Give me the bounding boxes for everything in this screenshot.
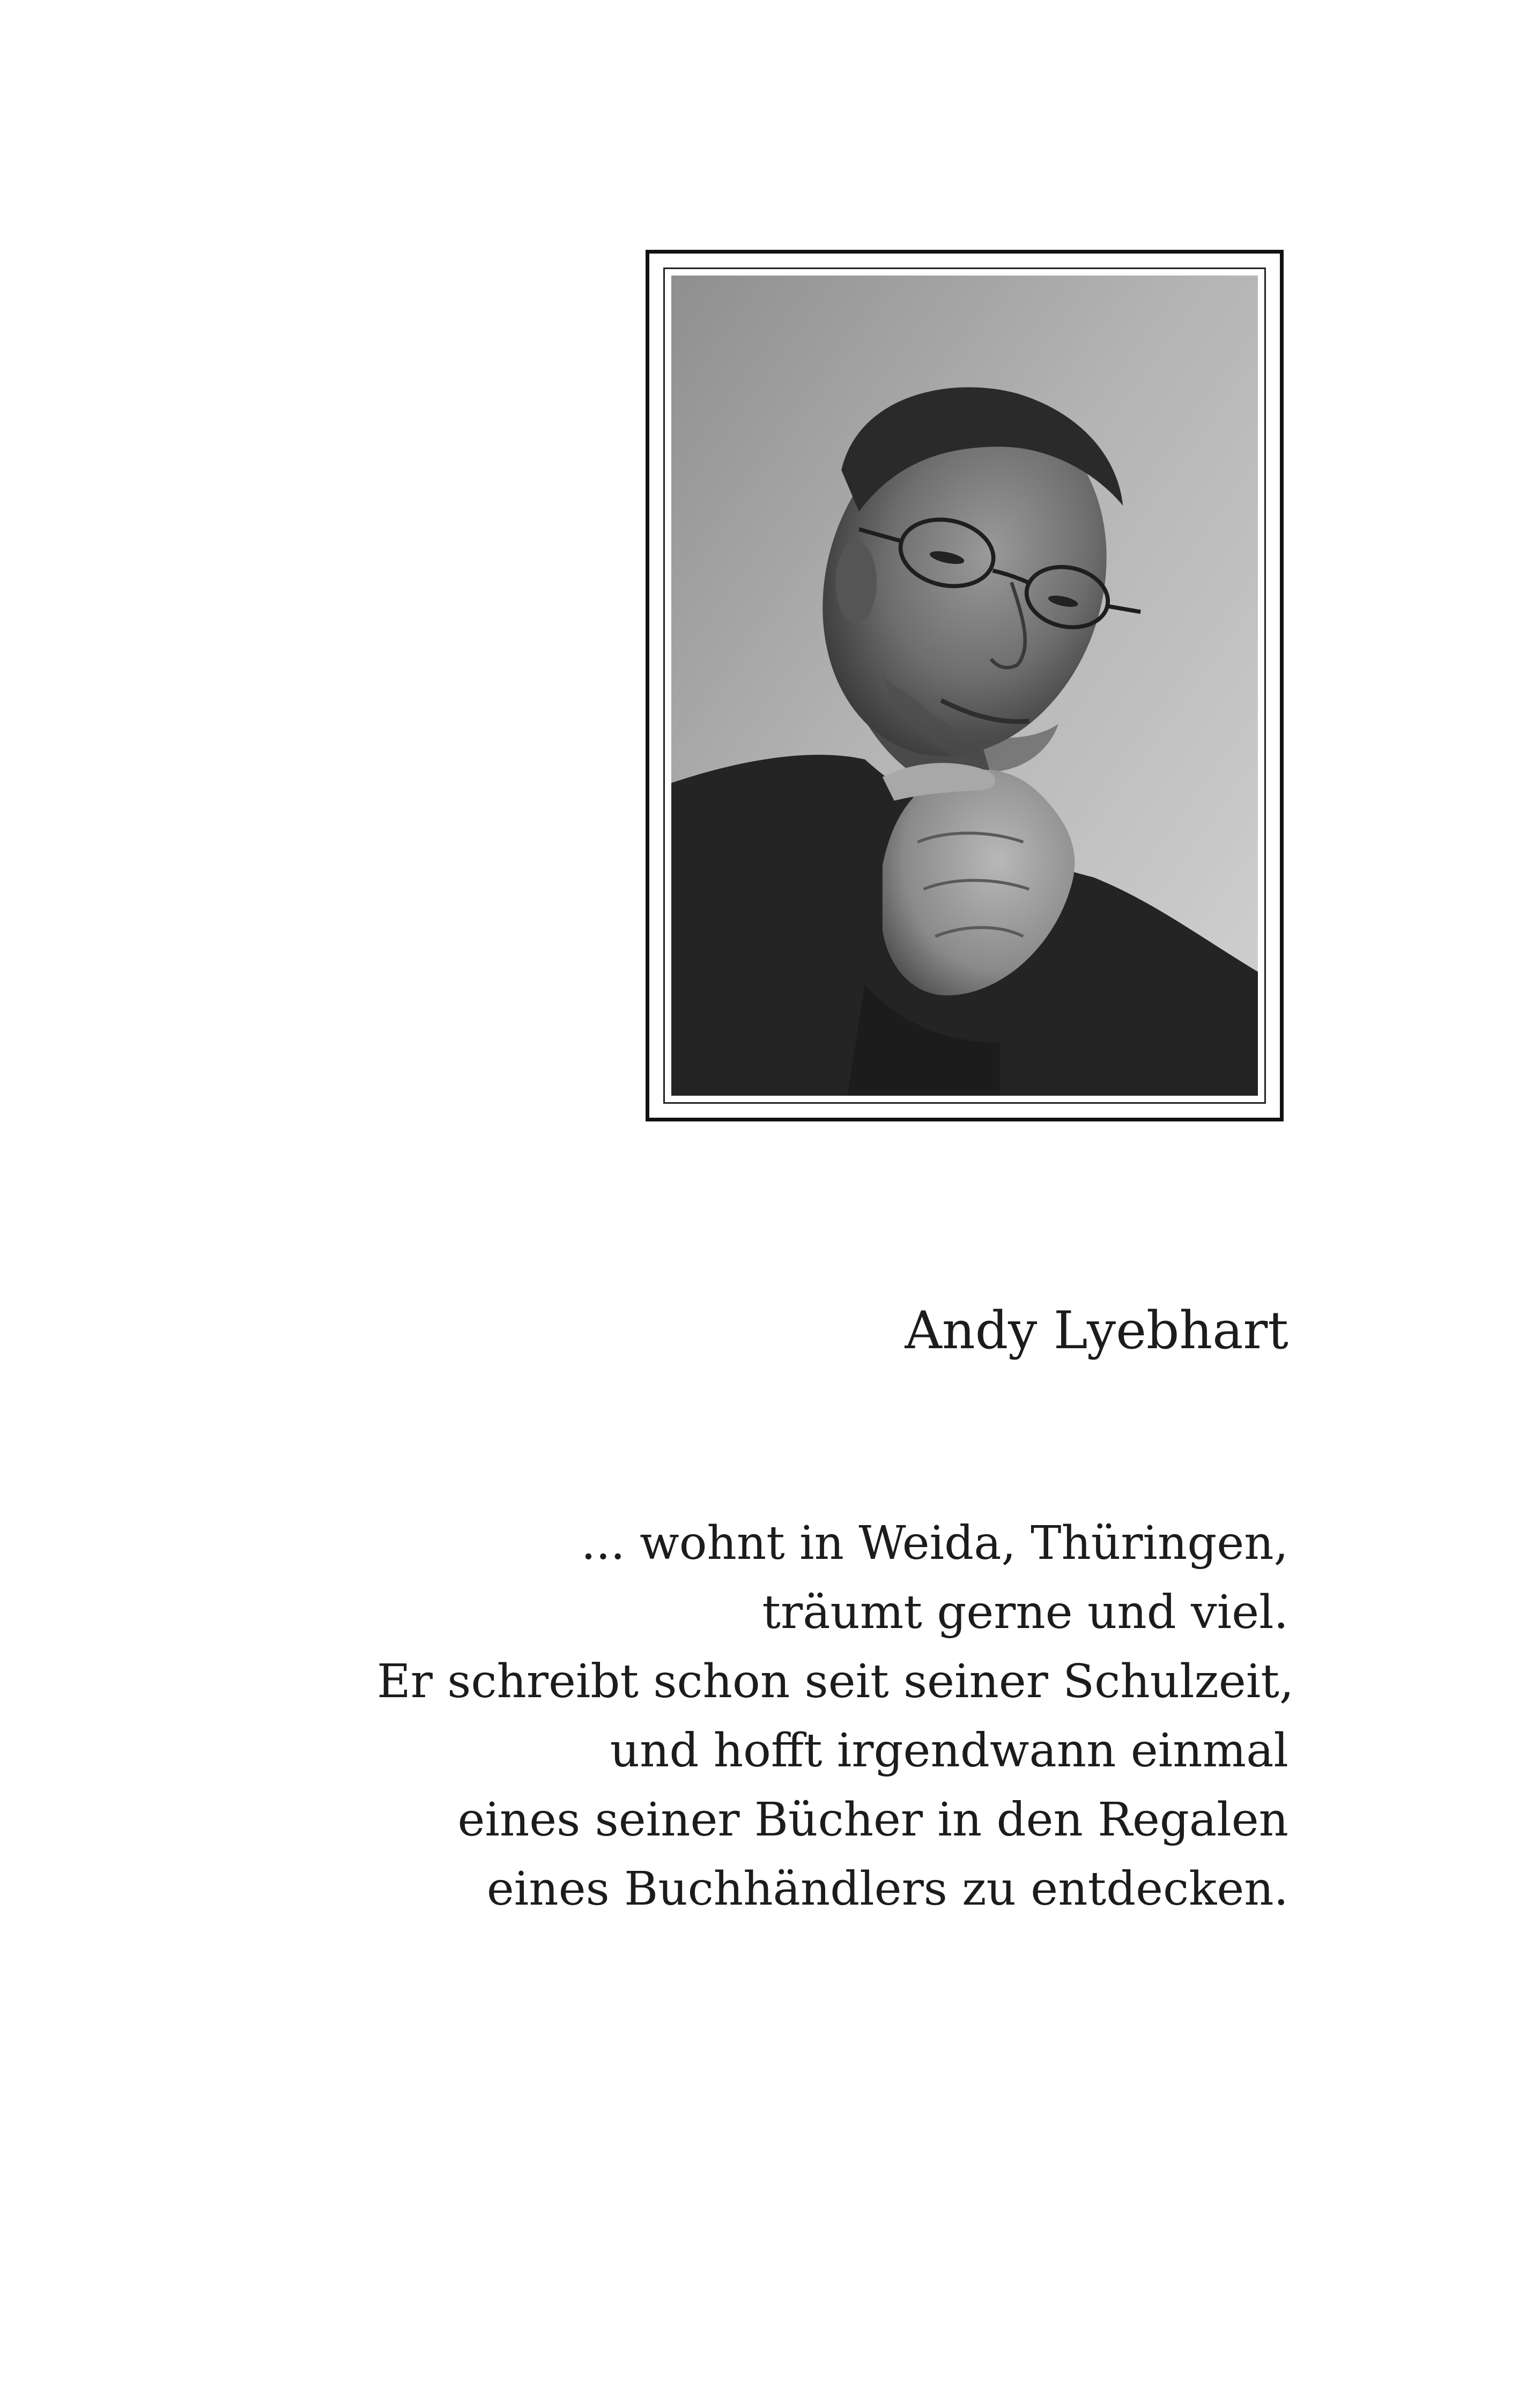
bio-line: Er schreibt schon seit seiner Schulzeit, (377, 1655, 1294, 1708)
bio-line: ... wohnt in Weida, Thüringen, (581, 1517, 1288, 1570)
bio-line: und hofft irgendwann einmal (610, 1724, 1288, 1778)
bio-line: eines seiner Bücher in den Regalen (457, 1793, 1288, 1847)
photo-inner-border (663, 267, 1266, 1104)
author-portrait-photo (671, 276, 1258, 1096)
bio-line: träumt gerne und viel. (762, 1586, 1288, 1639)
author-bio (377, 1509, 1294, 1924)
bio-line: eines Buchhändlers zu entdecken. (486, 1862, 1288, 1916)
author-photo-frame (646, 250, 1284, 1121)
portrait-photo (671, 276, 1258, 1096)
author-name: Andy Lyebhart (905, 1300, 1288, 1361)
